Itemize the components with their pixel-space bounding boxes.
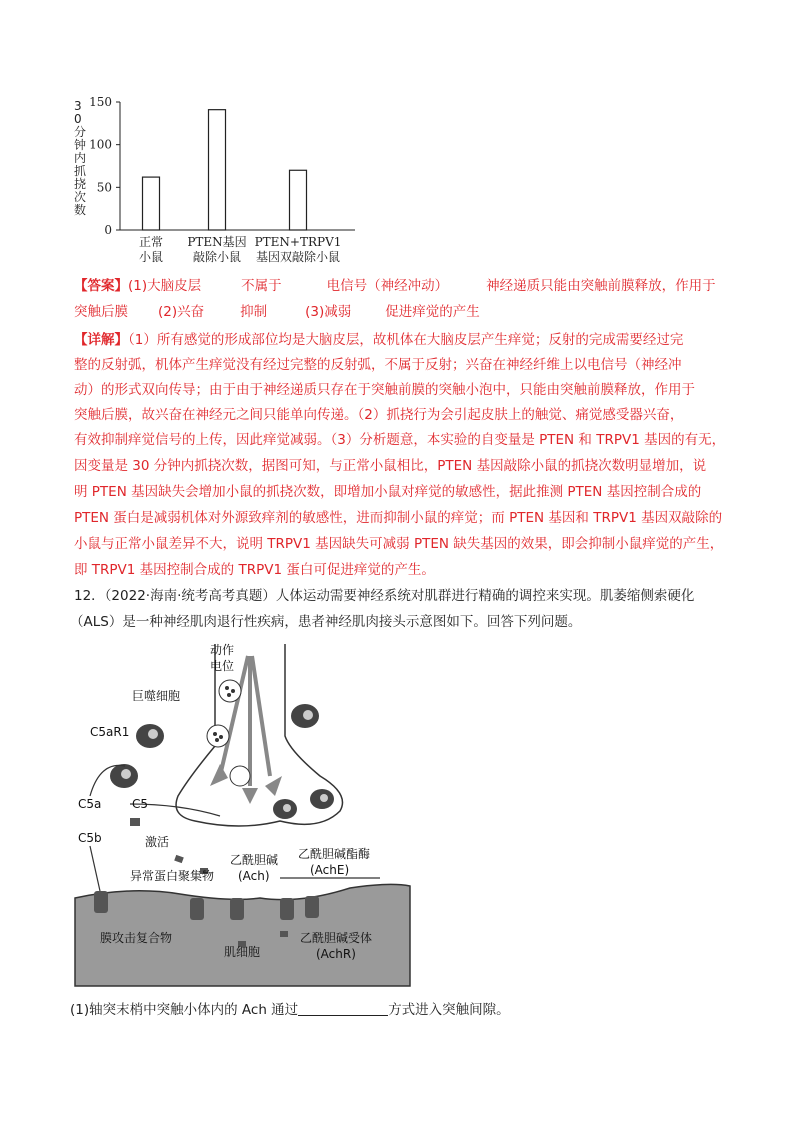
y-tick-label: 100 xyxy=(89,137,112,152)
answer-item: 神经递质只能由突触前膜释放，作用于 xyxy=(486,278,716,294)
answer-item: 不属于 xyxy=(241,278,282,294)
label-ache-abbr: (AchE) xyxy=(310,863,350,877)
bar xyxy=(209,110,226,230)
y-tick-label: 150 xyxy=(89,95,112,109)
label-achr-abbr: (AchR) xyxy=(316,947,356,961)
x-category-label: 正常 xyxy=(138,235,164,249)
detail-line: 因变量是 30 分钟内抓挠次数，据图可知，与正常小鼠相比，PTEN 基因敲除小鼠的抓挠次数明显增加，说 xyxy=(74,458,707,474)
label-c5b: C5b xyxy=(78,831,102,845)
synaptic-vesicle xyxy=(230,766,250,786)
answer-item: 促进痒觉的产生 xyxy=(385,304,480,320)
x-category-label: 基因双敲除小鼠 xyxy=(255,250,341,264)
label-achr-name: 乙酰胆碱受体 xyxy=(300,931,373,945)
answer-line-2 xyxy=(74,302,480,322)
label-ache-name: 乙酰胆碱酯酶 xyxy=(298,847,371,861)
mac-complex xyxy=(94,891,108,913)
neuromuscular-junction-diagram xyxy=(70,636,430,988)
macrophage xyxy=(110,764,138,788)
detail-line: 小鼠与正常小鼠差异不大，说明 TRPV1 基因缺失可减弱 PTEN 缺失基因的效果，即会抑制小鼠痒觉的产生， xyxy=(74,536,724,552)
label-ach-name: 乙酰胆碱 xyxy=(230,853,279,867)
achr xyxy=(190,898,204,920)
x-category-label: PTEN基因 xyxy=(187,235,247,249)
y-axis-label-char: 3 xyxy=(74,99,82,113)
synaptic-vesicle xyxy=(219,680,241,702)
detail-line: 整的反射弧，机体产生痒觉没有经过完整的反射弧，不属于反射；兴奋在神经纤维上以电信号（神经冲 xyxy=(74,357,682,373)
sub-question-1: (1)轴突末梢中突触小体内的 Ach 通过 方式进入突触间隙。 xyxy=(70,1002,510,1018)
bar-chart xyxy=(70,90,370,275)
bar xyxy=(143,177,160,230)
question-line: 12．（2022·海南·统考高考真题）人体运动需要神经系统对肌群进行精确的调控来实现。肌萎缩侧索硬化 xyxy=(74,588,695,604)
macrophage xyxy=(136,724,164,748)
answer-item: (3)减弱 xyxy=(305,304,352,320)
y-axis-label-char: 内 xyxy=(74,151,87,165)
y-axis-label-char: 挠 xyxy=(74,177,87,191)
label-macrophage: 巨噬细胞 xyxy=(132,689,181,703)
detail-line: 【详解】（1）所有感觉的形成部位均是大脑皮层，故机体在大脑皮层产生痒觉；反射的完成需要经过完 xyxy=(74,332,684,348)
macrophage xyxy=(273,799,297,819)
answer-blank[interactable] xyxy=(298,1001,388,1016)
answer-line-1 xyxy=(74,276,716,296)
answer-item: 抑制 xyxy=(240,304,268,320)
label-mac: 膜攻击复合物 xyxy=(100,931,173,945)
bar xyxy=(290,170,307,230)
y-axis-label-char: 分 xyxy=(74,125,87,139)
macrophage xyxy=(310,789,334,809)
label-muscle: 肌细胞 xyxy=(224,945,261,959)
label-c5a: C5a xyxy=(78,797,102,811)
y-axis-label-char: 钟 xyxy=(74,138,87,152)
label-c5: C5 xyxy=(132,797,149,811)
y-axis-label-char: 抓 xyxy=(74,164,87,178)
label-activate: 激活 xyxy=(145,835,170,849)
y-axis-label xyxy=(74,99,86,217)
synaptic-vesicle xyxy=(207,725,229,747)
detail-line: 动）的形式双向传导；由于由于神经递质只存在于突触前膜的突触小泡中，只能由突触前膜释放，作用于 xyxy=(74,382,695,398)
label-aggregate: 异常蛋白聚集物 xyxy=(130,869,215,883)
label-action-potential: 动作 xyxy=(210,643,235,657)
detail-label: 【详解】 xyxy=(74,332,128,348)
y-axis-label-char: 次 xyxy=(74,190,87,204)
achr xyxy=(305,896,319,918)
answer-label: 【答案】 xyxy=(74,278,128,294)
x-category-label: 敲除小鼠 xyxy=(192,250,242,264)
question-line: （ALS）是一种神经肌肉退行性疾病，患者神经肌肉接头示意图如下。回答下列问题。 xyxy=(70,614,582,630)
answer-item: (2)兴奋 xyxy=(158,304,205,320)
y-axis-label-char: 0 xyxy=(74,112,82,126)
label-c5ar1: C5aR1 xyxy=(90,725,130,739)
achr xyxy=(230,898,244,920)
detail-line: PTEN 蛋白是减弱机体对外源致痒剂的敏感性，进而抑制小鼠的痒觉；而 PTEN 基因和 TRPV1 基因双敲除的 xyxy=(74,510,723,526)
detail-line: 即 TRPV1 基因控制合成的 TRPV1 蛋白可促进痒觉的产生。 xyxy=(74,562,435,578)
achr xyxy=(280,898,294,920)
answer-item: 突触后膜 xyxy=(74,304,128,320)
x-category-label: 小鼠 xyxy=(138,250,164,264)
answer-item: 电信号（神经冲动） xyxy=(326,278,449,294)
y-tick-label: 0 xyxy=(104,223,112,237)
label-ach-abbr: (Ach) xyxy=(238,869,270,883)
y-tick-label: 50 xyxy=(96,180,112,195)
detail-line: 突触后膜，故兴奋在神经元之间只能单向传递。（2）抓挠行为会引起皮肤上的触觉、痛觉感受器兴奋， xyxy=(74,407,684,423)
c5b-arrow xyxy=(90,846,100,891)
answer-item: (1)大脑皮层 xyxy=(128,278,202,294)
detail-line: 明 PTEN 基因缺失会增加小鼠的抓挠次数，即增加小鼠对痒觉的敏感性，据此推测 PTEN 基因控制合成的 xyxy=(74,484,702,500)
label-action-potential: 电位 xyxy=(210,659,235,673)
x-category-label: PTEN+TRPV1 xyxy=(254,235,342,249)
y-axis-label-char: 数 xyxy=(74,203,87,217)
detail-line: 有效抑制痒觉信号的上传，因此痒觉减弱。（3）分析题意，本实验的自变量是 PTEN 和 TRPV1 基因的有无， xyxy=(74,432,726,448)
macrophage xyxy=(291,704,319,728)
